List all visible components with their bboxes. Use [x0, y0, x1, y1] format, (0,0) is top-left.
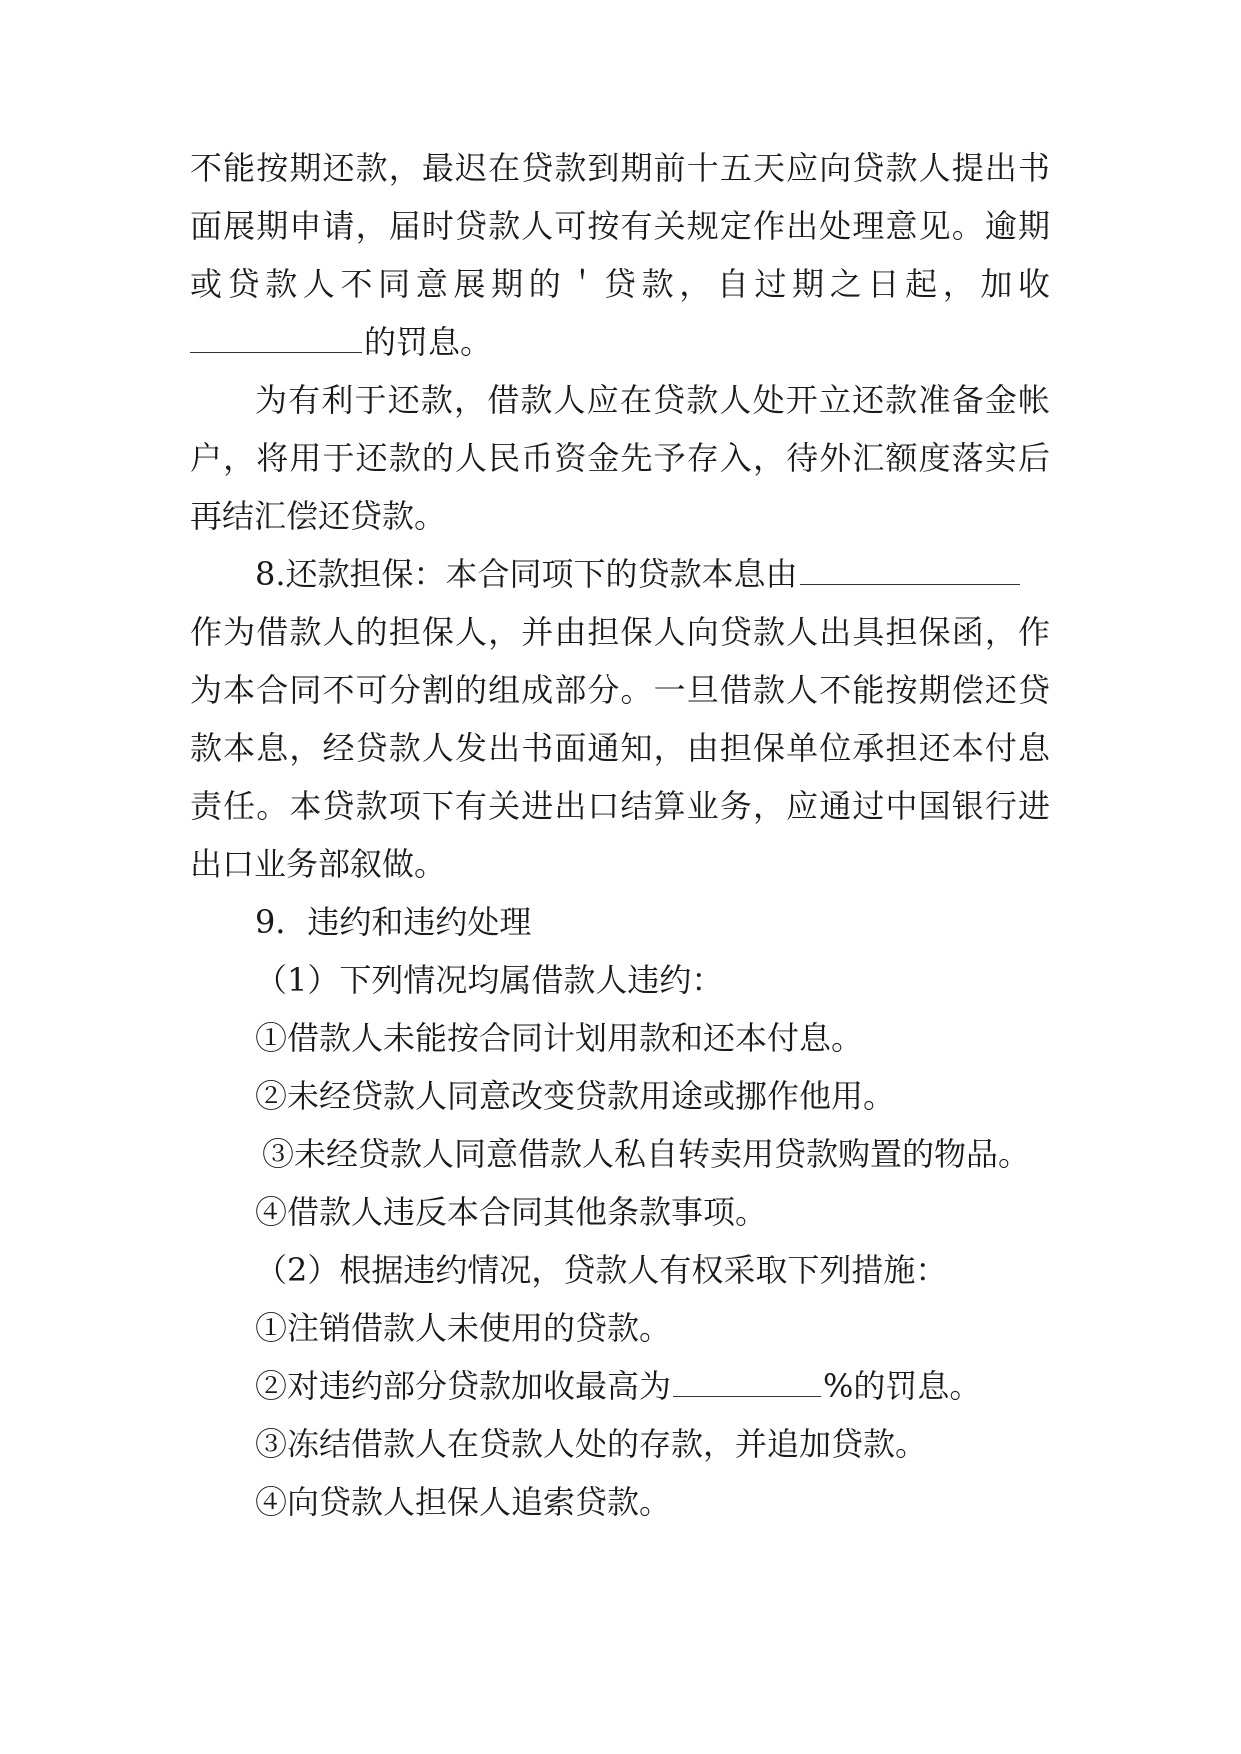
text-line-with-blank — [190, 318, 1050, 366]
text-line: 款本息，经贷款人发出书面通知，由担保单位承担还本付息 — [190, 729, 1050, 767]
list-item: ③未经贷款人同意借款人私自转卖用贷款购置的物品。 — [262, 1135, 1031, 1173]
text-fragment: ②对违约部分贷款加收最高为 — [255, 1367, 672, 1405]
fill-in-blank — [190, 326, 362, 353]
text-line: （1）下列情况均属借款人违约： — [255, 961, 724, 999]
text-line: 不能按期还款，最迟在贷款到期前十五天应向贷款人提出书 — [190, 149, 1050, 187]
text-line: 或贷款人不同意展期的＇贷款，自过期之日起，加收 — [190, 265, 1050, 303]
list-item: ②未经贷款人同意改变贷款用途或挪作他用。 — [255, 1077, 896, 1115]
text-line: 责任。本贷款项下有关进出口结算业务，应通过中国银行进 — [190, 787, 1050, 825]
text-line: 为本合同不可分割的组成部分。一旦借款人不能按期偿还贷 — [190, 671, 1050, 709]
text-line: 再结汇偿还贷款。 — [190, 497, 447, 535]
text-fragment: 的罚息。 — [364, 323, 493, 361]
text-fragment: 8.还款担保：本合同项下的贷款本息由 — [255, 555, 798, 593]
section-heading: 9．违约和违约处理 — [255, 903, 532, 941]
text-line: 为有利于还款，借款人应在贷款人处开立还款准备金帐 — [255, 381, 1050, 419]
text-line: 面展期申请，届时贷款人可按有关规定作出处理意见。逾期 — [190, 207, 1050, 245]
list-item: ③冻结借款人在贷款人处的存款，并追加贷款。 — [255, 1425, 928, 1463]
list-item: ①借款人未能按合同计划用款和还本付息。 — [255, 1019, 864, 1057]
text-line: 户，将用于还款的人民币资金先予存入，待外汇额度落实后 — [190, 439, 1050, 477]
list-item: ①注销借款人未使用的贷款。 — [255, 1309, 672, 1347]
list-item: ④向贷款人担保人追索贷款。 — [255, 1483, 672, 1521]
text-line: （2）根据违约情况，贷款人有权采取下列措施： — [255, 1251, 948, 1289]
fill-in-blank — [673, 1370, 821, 1397]
list-item: ④借款人违反本合同其他条款事项。 — [255, 1193, 768, 1231]
text-line: 出口业务部叙做。 — [190, 845, 447, 883]
list-item-with-blank — [255, 1362, 1085, 1410]
text-line: 作为借款人的担保人，并由担保人向贷款人出具担保函，作 — [190, 613, 1050, 651]
text-fragment: %的罚息。 — [823, 1367, 982, 1405]
text-line-with-blank — [255, 550, 1050, 598]
fill-in-blank — [800, 558, 1020, 585]
